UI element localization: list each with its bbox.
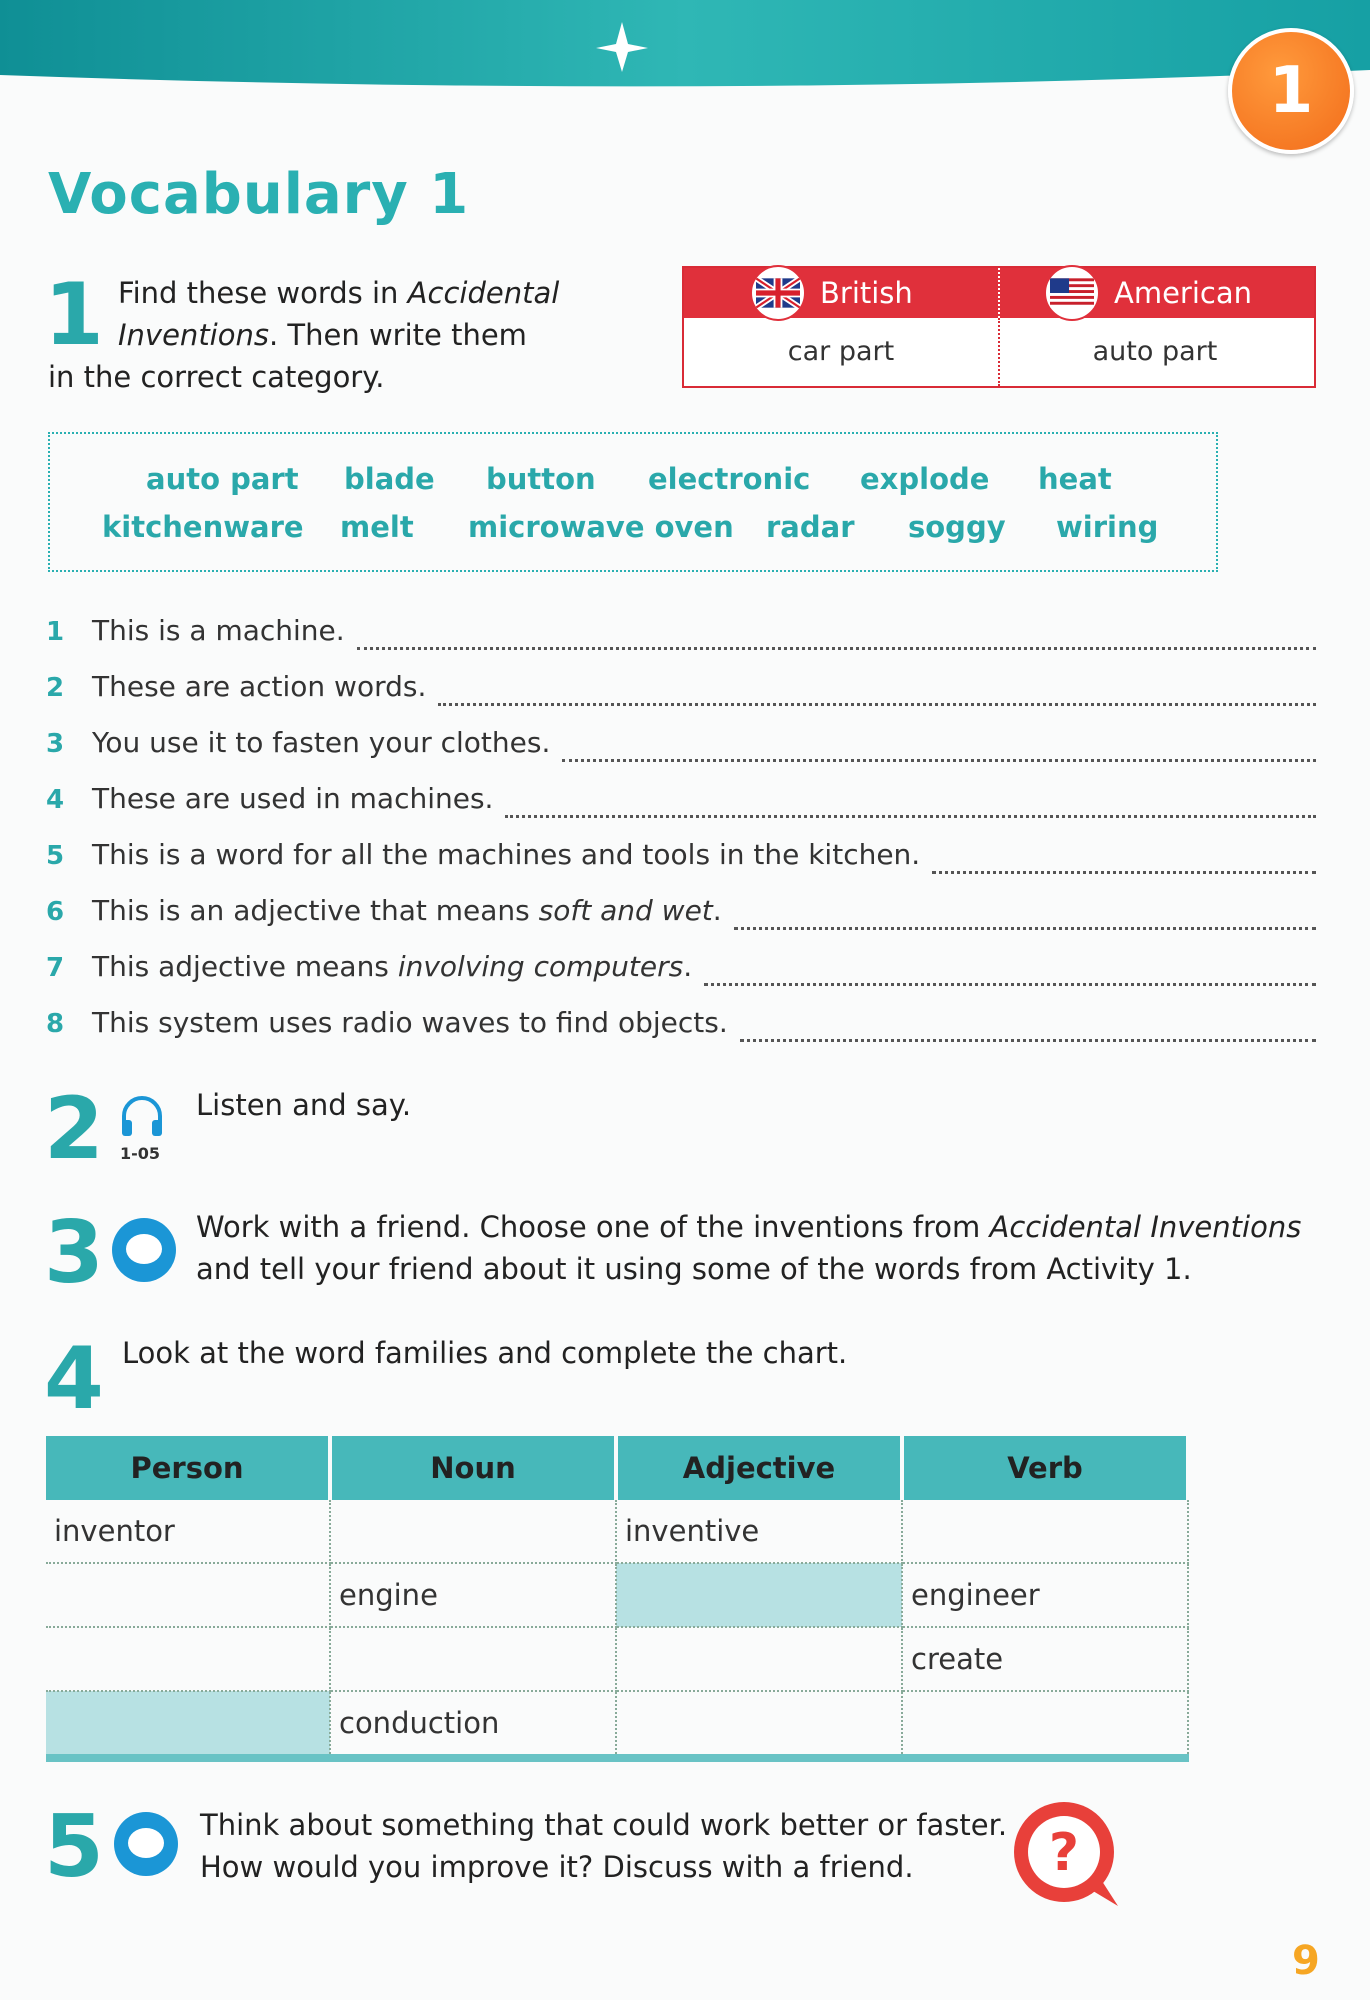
speech-bubble-icon: [112, 1218, 176, 1282]
word-bank-item: radar: [766, 510, 855, 544]
question-4: 4 These are used in machines.: [46, 782, 1316, 815]
question-2: 2 These are action words.: [46, 670, 1316, 703]
chart-cell: [46, 1691, 330, 1758]
chart-header-verb: Verb: [902, 1436, 1188, 1500]
activity-4-instruction: Look at the word families and complete the chart.: [122, 1336, 848, 1370]
chart-cell: [616, 1563, 902, 1627]
activity-5-instruction: Think about something that could work better or faster.: [200, 1808, 1008, 1842]
us-flag-icon: [1044, 265, 1100, 321]
chart-header-person: Person: [46, 1436, 330, 1500]
activity-1-instruction-end: in the correct category.: [48, 360, 385, 394]
table-row: [46, 1563, 1188, 1627]
activity-2-number: 2: [44, 1079, 104, 1179]
word-bank-item: microwave oven: [468, 510, 734, 544]
chart-cell[interactable]: [46, 1563, 330, 1627]
british-header: [750, 268, 1064, 318]
activity-1-instruction: Find these words in Accidental Inventions. Then write them: [118, 276, 560, 352]
activity-2-instruction: Listen and say.: [196, 1088, 412, 1122]
question-3: 3 You use it to fasten your clothes.: [46, 726, 1316, 759]
table-row: [46, 1627, 1188, 1691]
chart-cell[interactable]: [616, 1627, 902, 1691]
chart-cell[interactable]: [46, 1627, 330, 1691]
chart-cell[interactable]: [902, 1691, 1188, 1758]
chart-cell[interactable]: [330, 1500, 616, 1563]
chart-cell: inventor: [46, 1500, 330, 1563]
activity-1-number: 1: [44, 265, 104, 365]
answer-line[interactable]: [734, 926, 1316, 930]
question-8: 8 This system uses radio waves to find objects.: [46, 1006, 1316, 1039]
word-bank-item: auto part: [146, 462, 299, 496]
word-bank-item: electronic: [648, 462, 811, 496]
table-row: [46, 1500, 1188, 1563]
answer-line[interactable]: [505, 814, 1316, 818]
headphones-icon[interactable]: [118, 1094, 166, 1138]
page-number: 9: [1292, 1938, 1320, 1984]
word-bank-item: soggy: [908, 510, 1006, 544]
chart-cell: conduction: [330, 1691, 616, 1758]
svg-text:?: ?: [1048, 1823, 1080, 1883]
word-bank-item: explode: [860, 462, 990, 496]
answer-line[interactable]: [562, 758, 1316, 762]
answer-line[interactable]: [704, 982, 1316, 986]
chart-cell[interactable]: [330, 1627, 616, 1691]
question-7: 7 This adjective means involving computers.: [46, 950, 1316, 983]
chart-cell[interactable]: [616, 1691, 902, 1758]
word-bank-item: kitchenware: [102, 510, 304, 544]
answer-line[interactable]: [932, 870, 1316, 874]
word-bank-item: blade: [344, 462, 435, 496]
word-bank-item: wiring: [1056, 510, 1159, 544]
chart-cell: engine: [330, 1563, 616, 1627]
chart-cell: create: [902, 1627, 1188, 1691]
word-bank-item: melt: [340, 510, 414, 544]
word-family-chart: [46, 1436, 1190, 1762]
word-bank-item: heat: [1038, 462, 1112, 496]
audio-track-label: 1-05: [120, 1144, 161, 1163]
question-5: 5 This is a word for all the machines and tools in the kitchen.: [46, 838, 1316, 871]
british-label: British: [820, 276, 913, 310]
question-1: 1 This is a machine.: [46, 614, 1316, 647]
activity-3-instruction-line2: and tell your friend about it using some of the words from Activity 1.: [196, 1252, 1192, 1286]
answer-line[interactable]: [357, 646, 1316, 650]
american-value: auto part: [1092, 336, 1218, 367]
american-label: American: [1114, 276, 1253, 310]
british-value: car part: [787, 336, 895, 367]
question-6: 6 This is an adjective that means soft and wet.: [46, 894, 1316, 927]
british-american-box: [682, 266, 1316, 388]
unit-badge: 1: [1228, 28, 1354, 154]
answer-line[interactable]: [438, 702, 1316, 706]
activity-5-number: 5: [44, 1797, 104, 1897]
american-header: [1044, 268, 1358, 318]
uk-flag-icon: [750, 265, 806, 321]
page-title: Vocabulary 1: [48, 162, 470, 227]
answer-line[interactable]: [740, 1038, 1316, 1042]
table-row: [46, 1691, 1188, 1758]
chart-cell[interactable]: [902, 1500, 1188, 1563]
question-mark-icon: [1008, 1800, 1128, 1910]
activity-4-number: 4: [44, 1329, 104, 1429]
header-banner: [0, 0, 1370, 100]
word-bank-item: button: [486, 462, 596, 496]
chart-cell: inventive: [616, 1500, 902, 1563]
speech-bubble-icon: [114, 1812, 178, 1876]
activity-5-instruction-line2: How would you improve it? Discuss with a friend.: [200, 1850, 914, 1884]
word-bank: [48, 432, 1218, 572]
chart-header-adjective: Adjective: [616, 1436, 902, 1500]
activity-3-number: 3: [44, 1203, 104, 1303]
activity-3-instruction: Work with a friend. Choose one of the inventions from Accidental Inventions: [196, 1210, 1302, 1244]
chart-cell: engineer: [902, 1563, 1188, 1627]
chart-header-noun: Noun: [330, 1436, 616, 1500]
